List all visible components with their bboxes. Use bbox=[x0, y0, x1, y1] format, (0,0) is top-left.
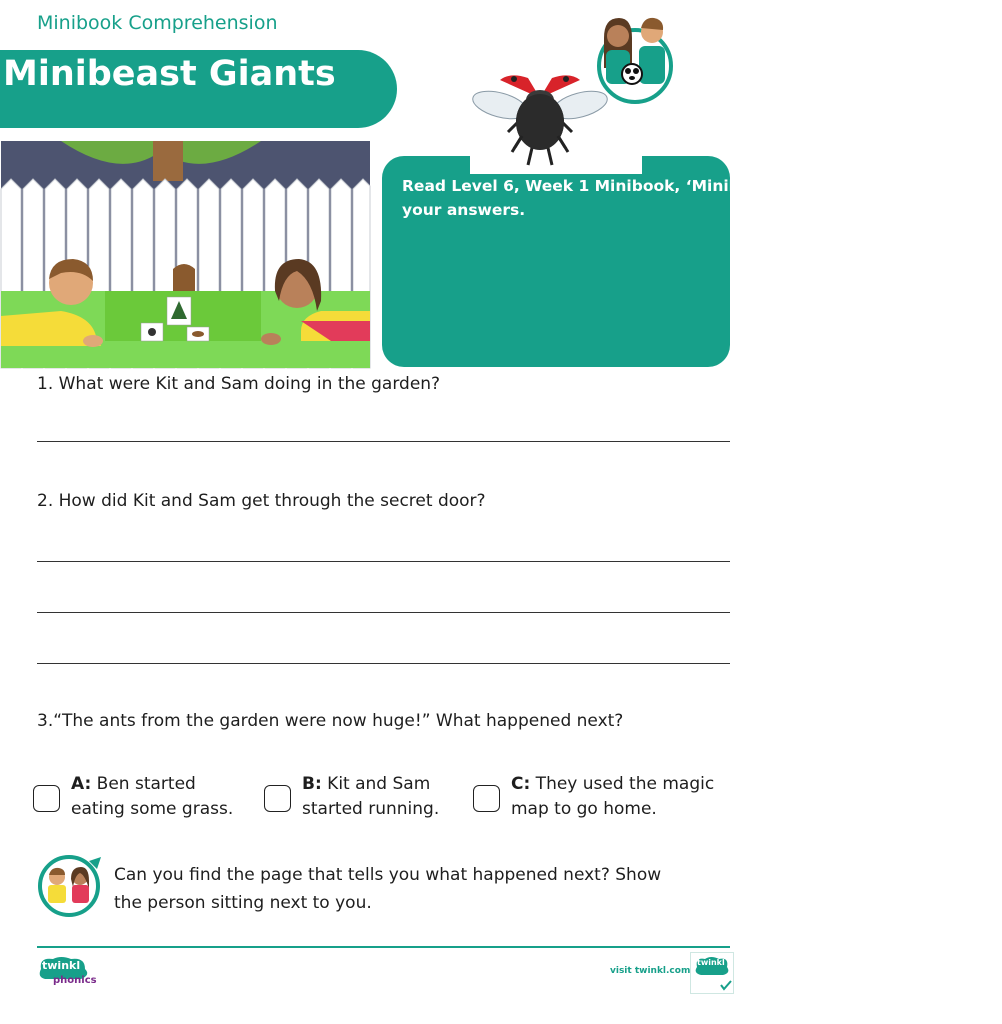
instruction-text: Read Level 6, Week 1 Minibook, ‘Minibeast Giants’ and write your answers. bbox=[402, 177, 934, 219]
option-a: A: Ben started eating some grass. bbox=[71, 774, 234, 819]
children-prompt-icon bbox=[35, 855, 105, 917]
ladybird-legs bbox=[470, 70, 610, 170]
option-a-checkbox[interactable] bbox=[33, 785, 60, 812]
answer-line-1[interactable] bbox=[37, 441, 730, 442]
garden-scene-illustration bbox=[1, 141, 370, 368]
option-c: C: They used the magic map to go home. bbox=[511, 774, 715, 819]
footer-rule bbox=[37, 946, 730, 948]
question-3: 3.“The ants from the garden were now huge!” What happened next? bbox=[37, 711, 624, 731]
visit-link[interactable]: visit twinkl.com bbox=[610, 966, 691, 976]
page-title: Minibeast Giants bbox=[3, 54, 336, 94]
answer-line-2a[interactable] bbox=[37, 561, 730, 562]
option-b: B: Kit and Sam started running. bbox=[302, 774, 440, 819]
answer-line-2c[interactable] bbox=[37, 663, 730, 664]
eyebrow-title: Minibook Comprehension bbox=[37, 12, 278, 34]
option-b-checkbox[interactable] bbox=[264, 785, 291, 812]
question-2: 2. How did Kit and Sam get through the secret door? bbox=[37, 491, 486, 511]
twinkl-badge: twinkl bbox=[690, 952, 734, 994]
prompt-text: Can you find the page that tells you what happened next? Show the person sitting next to you. bbox=[114, 865, 662, 913]
option-c-checkbox[interactable] bbox=[473, 785, 500, 812]
question-1: 1. What were Kit and Sam doing in the garden? bbox=[37, 374, 441, 394]
twinkl-phonics-logo: twinkl phonics bbox=[37, 955, 99, 989]
answer-line-2b[interactable] bbox=[37, 612, 730, 613]
instruction-box bbox=[382, 156, 934, 367]
